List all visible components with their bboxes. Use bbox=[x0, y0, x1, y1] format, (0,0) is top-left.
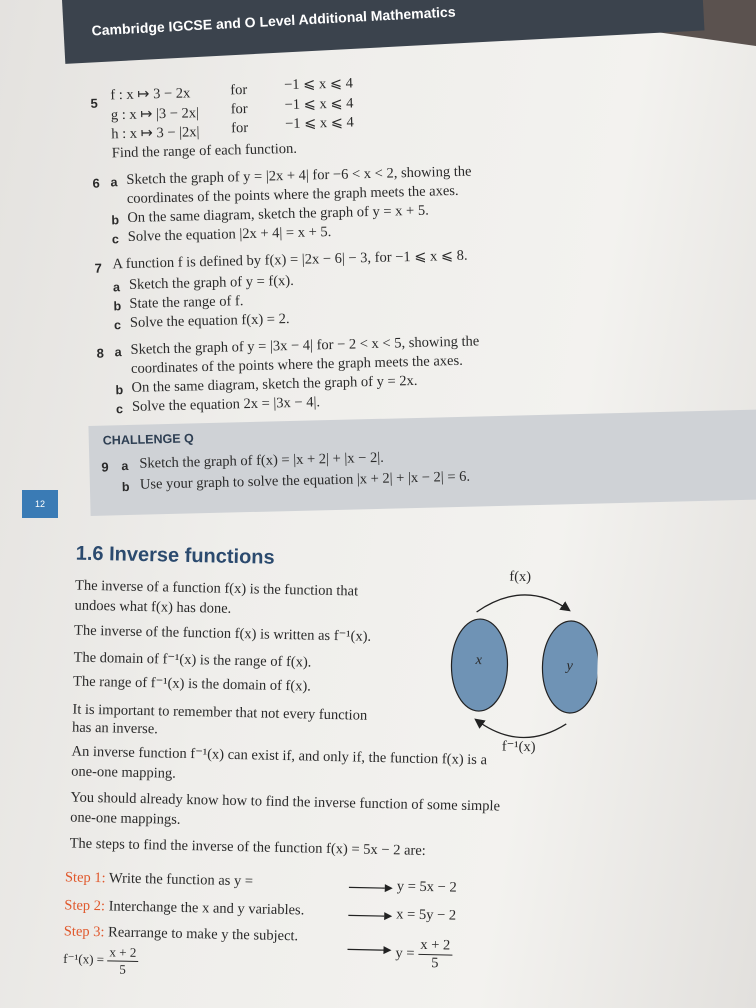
paragraph-line: one-one mapping. bbox=[70, 763, 177, 782]
step-label: Step 3: bbox=[63, 923, 105, 941]
step-arrow-icon bbox=[347, 943, 391, 956]
part-label: a bbox=[121, 459, 129, 474]
q8b-text: On the same diagram, sketch the graph of y = 2x. bbox=[131, 372, 418, 396]
q5-instruction: Find the range of each function. bbox=[111, 140, 298, 162]
part-label: c bbox=[111, 232, 120, 247]
fraction bbox=[418, 937, 453, 973]
for-text: for bbox=[231, 119, 249, 137]
step-label: Step 2: bbox=[64, 897, 106, 915]
paragraph-line: one-one mappings. bbox=[70, 809, 181, 828]
q8a-text: Sketch the graph of y = |3x − 4| for − 2 < x < 5, showing the bbox=[130, 333, 480, 358]
step-arrow-icon bbox=[348, 909, 392, 922]
part-label: b bbox=[113, 299, 122, 314]
part-label: b bbox=[115, 383, 124, 398]
q6c-text: Solve the equation |2x + 4| = x + 5. bbox=[127, 223, 332, 245]
function-g-definition: g : x ↦ |3 − 2x| bbox=[110, 105, 200, 124]
q7b-text: State the range of f. bbox=[129, 293, 244, 312]
mapping-top-label: f(x) bbox=[509, 568, 532, 586]
q7-text: A function f is defined by f(x) = |2x − 6| − 3, for −1 ⩽ x ⩽ 8. bbox=[112, 247, 468, 273]
final-prefix: f⁻¹(x) = bbox=[63, 950, 105, 967]
step-result: y = 5x − 2 bbox=[396, 878, 457, 896]
mapping-graphic bbox=[436, 569, 600, 762]
step-text: Rearrange to make y the subject. bbox=[107, 924, 299, 945]
part-label: a bbox=[114, 345, 122, 360]
function-h-definition: h : x ↦ 3 − |2x| bbox=[111, 124, 200, 143]
step-result bbox=[395, 936, 452, 972]
paragraph-line: An inverse function f⁻¹(x) can exist if, and only if, the function f(x) is a bbox=[71, 743, 488, 769]
fraction-denominator: 5 bbox=[431, 955, 439, 972]
part-label: c bbox=[113, 318, 122, 333]
f-domain: −1 ⩽ x ⩽ 4 bbox=[283, 75, 354, 94]
domain-variable: x bbox=[475, 651, 483, 669]
q6a-text-continued: coordinates of the points where the graph meets the axes. bbox=[126, 182, 459, 207]
part-label: a bbox=[112, 280, 121, 295]
step-arrow-icon bbox=[349, 881, 393, 894]
fraction-denominator: 5 bbox=[119, 961, 126, 977]
step-result: x = 5y − 2 bbox=[396, 906, 457, 924]
paragraph-line: The range of f⁻¹(x) is the domain of f(x). bbox=[72, 673, 312, 695]
header-title: Cambridge IGCSE and O Level Additional Mathematics bbox=[91, 3, 456, 39]
step-text: Write the function as y = bbox=[108, 870, 254, 890]
for-text: for bbox=[230, 81, 248, 99]
section-title: 1.6 Inverse functions bbox=[75, 542, 275, 569]
fraction-numerator: x + 2 bbox=[418, 937, 452, 956]
paragraph-line: The domain of f⁻¹(x) is the range of f(x). bbox=[73, 649, 312, 671]
part-label: b bbox=[121, 479, 130, 495]
q7c-text: Solve the equation f(x) = 2. bbox=[129, 311, 290, 331]
q8c-text: Solve the equation 2x = |3x − 4|. bbox=[131, 394, 321, 415]
question-number: 5 bbox=[90, 95, 98, 111]
mapping-diagram bbox=[436, 569, 600, 762]
for-text: for bbox=[230, 100, 248, 118]
page-number: 12 bbox=[22, 490, 58, 518]
part-label: a bbox=[110, 175, 118, 190]
step-label: Step 1: bbox=[64, 869, 106, 887]
mapping-bottom-label: f⁻¹(x) bbox=[501, 738, 536, 756]
fraction-numerator: x + 2 bbox=[107, 944, 138, 962]
paragraph-line: You should already know how to find the inverse function of some simple bbox=[70, 789, 501, 815]
question-number: 8 bbox=[96, 345, 105, 361]
paragraph-line: The inverse of a function f(x) is the function that bbox=[74, 577, 359, 600]
part-label: c bbox=[115, 402, 124, 417]
part-label: b bbox=[111, 213, 120, 228]
q9b-text: Use your graph to solve the equation |x + 2| + |x − 2| = 6. bbox=[139, 468, 471, 493]
q6a-text: Sketch the graph of y = |2x + 4| for −6 < x < 2, showing the bbox=[126, 163, 472, 188]
q8a-text-continued: coordinates of the points where the graph meets the axes. bbox=[130, 352, 463, 377]
q9a-text: Sketch the graph of f(x) = |x + 2| + |x − 2|. bbox=[139, 449, 384, 472]
final-inverse bbox=[63, 943, 139, 978]
q6b-text: On the same diagram, sketch the graph of y = x + 5. bbox=[127, 202, 429, 226]
forward-arrow-icon bbox=[477, 594, 569, 614]
q7a-text: Sketch the graph of y = f(x). bbox=[128, 272, 294, 293]
inverse-arrow-icon bbox=[476, 720, 566, 738]
paragraph-line: has an inverse. bbox=[71, 719, 159, 738]
challenge-title: CHALLENGE Q bbox=[102, 431, 194, 448]
paragraph-line: The inverse of the function f(x) is written as f⁻¹(x). bbox=[73, 622, 372, 645]
result-prefix: y = bbox=[395, 945, 415, 962]
function-f-definition: f : x ↦ 3 − 2x bbox=[110, 85, 191, 104]
step-text: Interchange the x and y variables. bbox=[108, 898, 305, 919]
question-number: 7 bbox=[94, 260, 102, 276]
paragraph-line: It is important to remember that not every function bbox=[72, 701, 368, 724]
question-number: 9 bbox=[101, 459, 109, 475]
step-3 bbox=[64, 923, 299, 945]
paragraph-line: The steps to find the inverse of the function f(x) = 5x − 2 are: bbox=[69, 835, 426, 859]
fraction bbox=[107, 944, 139, 978]
paragraph-line: undoes what f(x) has done. bbox=[74, 597, 232, 617]
g-domain: −1 ⩽ x ⩽ 4 bbox=[284, 95, 354, 114]
step-2 bbox=[64, 897, 304, 919]
step-1 bbox=[65, 869, 253, 890]
range-variable: y bbox=[566, 657, 574, 675]
h-domain: −1 ⩽ x ⩽ 4 bbox=[284, 114, 355, 133]
question-number: 6 bbox=[92, 175, 100, 191]
